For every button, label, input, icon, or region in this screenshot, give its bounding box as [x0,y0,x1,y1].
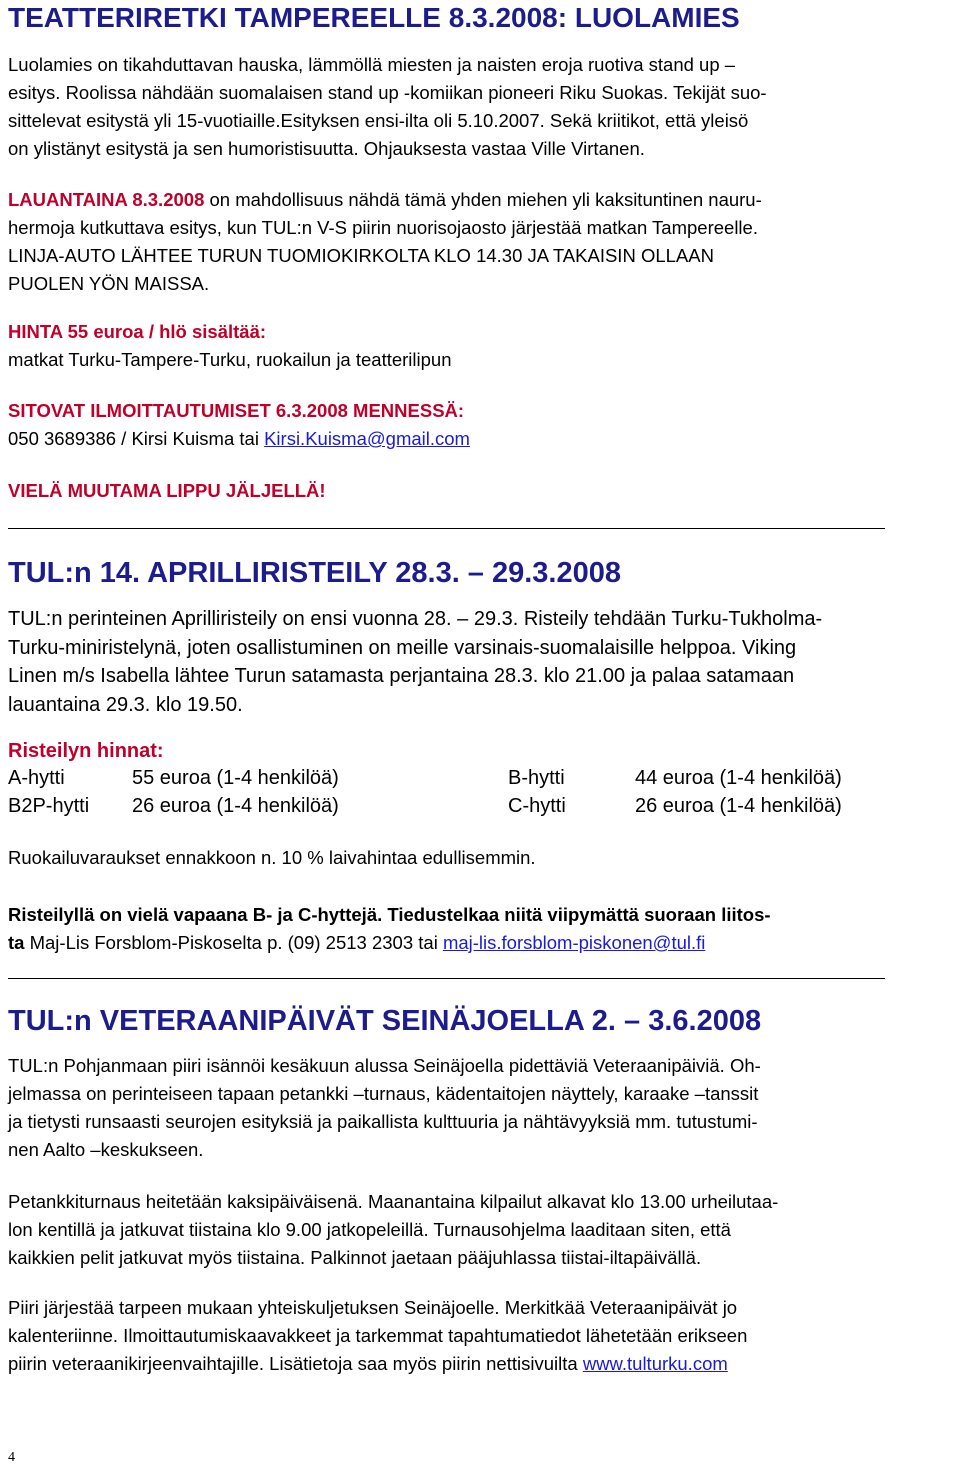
signup-label: SITOVAT ILMOITTAUTUMISET 6.3.2008 MENNESSÄ: [8,400,465,421]
cruise-body [8,605,822,719]
tickets-left: VIELÄ MUUTAMA LIPPU JÄLJELLÄ! [8,480,326,501]
page-number: 4 [8,1450,15,1465]
text-line: nen Aalto –keskukseen. [8,1139,204,1160]
veterans-para3 [8,1294,747,1378]
cabin-price: 44 euroa (1-4 henkilöä) [635,767,842,789]
free-cabins-email-link[interactable]: maj-lis.forsblom-piskonen@tul.fi [442,932,706,953]
signup-contact-text: 050 3689386 / Kirsi Kuisma tai [8,428,265,449]
price-includes: matkat Turku-Tampere-Turku, ruokailun ja teatterilipun [8,349,452,370]
saturday-date: LAUANTAINA 8.3.2008 [8,189,205,210]
free-cabins-line [8,929,771,957]
section-divider [8,528,885,529]
free-cabins-bold: ta [8,932,25,953]
cabin-name: C-hytti [508,795,566,817]
theatre-intro [8,51,767,163]
text-line: lon kentillä ja jatkuvat tiistaina klo 9.00 jatkopeleillä. Turnausohjelma laaditaan siten, että [8,1219,731,1240]
veterans-para2 [8,1188,778,1272]
cabin-price: 26 euroa (1-4 henkilöä) [635,795,842,817]
saturday-rest: on mahdollisuus nähdä tämä yhden miehen yli kaksituntinen nauru- [204,189,762,210]
cruise-prices-label: Risteilyn hinnat: [8,740,164,762]
text-line: on ylistänyt esitystä ja sen humoristisuutta. Ohjauksesta vastaa Ville Virtanen. [8,138,645,159]
free-cabins-line: Risteilyllä on vielä vapaana B- ja C-hyttejä. Tiedustelkaa niitä viipymättä suoraan liitos- [8,904,771,925]
text-line: jelmassa on perinteiseen tapaan petankki –turnaus, kädentaitojen näyttely, karaake –tanssit [8,1083,759,1104]
veterans-para1 [8,1052,761,1164]
text-line: Piiri järjestää tarpeen mukaan yhteiskuljetuksen Seinäjoelle. Merkitkää Veteraanipäivät jo [8,1297,738,1318]
text-line: TUL:n Pohjanmaan piiri isännöi kesäkuun alussa Seinäjoella pidettäviä Veteraanipäiviä. Oh- [8,1055,761,1076]
theatre-price [8,318,452,374]
signup-email-link[interactable]: Kirsi.Kuisma@gmail.com [264,428,470,449]
text-line [8,186,762,214]
free-cabins [8,901,771,957]
theatre-title: TEATTERIRETKI TAMPEREELLE 8.3.2008: LUOLAMIES [8,2,740,33]
text-line: esitys. Roolissa nähdään suomalaisen stand up -komiikan pioneeri Riku Suokas. Tekijät suo- [8,82,767,103]
text-line: hermoja kutkuttava esitys, kun TUL:n V-S piirin nuorisojaosto järjestää matkan Tampereelle. [8,217,758,238]
text-line: Linen m/s Isabella lähtee Turun satamasta perjantaina 28.3. klo 21.00 ja palaa satamaan [8,665,795,687]
signup-contact [8,425,470,453]
tulturku-link[interactable]: www.tulturku.com [582,1353,728,1374]
text-line: Luolamies on tikahduttavan hauska, lämmöllä miesten ja naisten eroja ruotiva stand up – [8,54,736,75]
price-label: HINTA 55 euroa / hlö sisältää: [8,321,267,342]
cruise-title: TUL:n 14. APRILLIRISTEILY 28.3. – 29.3.2008 [8,557,622,589]
text-line: kalenteriinne. Ilmoittautumiskaavakkeet ja tarkemmat tapahtumatiedot lähetetään erikseen [8,1325,748,1346]
cabin-name: A-hytti [8,767,65,789]
text-line: TUL:n perinteinen Aprilliristeily on ensi vuonna 28. – 29.3. Risteily tehdään Turku-Tukholma- [8,608,823,630]
meals-note: Ruokailuvaraukset ennakkoon n. 10 % laivahintaa edullisemmin. [8,847,536,868]
text-line: ja tietysti runsaasti seurojen esityksiä ja paikallista kulttuuria ja nähtävyyksiä mm. tutustumi- [8,1111,758,1132]
cabin-name: B-hytti [508,767,565,789]
text-line: Turku-miniristelynä, joten osallistuminen on meille varsinais-suomalaisille helppoa. Viking [8,636,797,659]
cabin-price: 26 euroa (1-4 henkilöä) [132,795,339,817]
veterans-title: TUL:n VETERAANIPÄIVÄT SEINÄJOELLA 2. – 3.6.2008 [8,1005,762,1037]
text-line: LINJA-AUTO LÄHTEE TURUN TUOMIOKIRKOLTA KLO 14.30 JA TAKAISIN OLLAAN [8,245,714,266]
text-line: lauantaina 29.3. klo 19.50. [8,693,243,716]
para3-text: piirin veteraanikirjeenvaihtajille. Lisätietoja saa myös piirin nettisivuilta [8,1353,583,1374]
text-line: kaikkien pelit jatkuvat myös tiistaina. Palkinnot jaetaan pääjuhlassa tiistai-iltapäivällä. [8,1247,702,1268]
theatre-saturday [8,186,762,298]
text-line: PUOLEN YÖN MAISSA. [8,273,210,294]
section-divider [8,978,885,979]
free-cabins-text: Maj-Lis Forsblom-Piskoselta p. (09) 2513 2303 tai [24,932,443,953]
text-line [8,1350,747,1378]
cabin-name: B2P-hytti [8,795,90,817]
cabin-price: 55 euroa (1-4 henkilöä) [132,767,339,789]
text-line: Petankkiturnaus heitetään kaksipäiväisenä. Maanantaina kilpailut alkavat klo 13.00 urheilutaa- [8,1191,779,1212]
text-line: sittelevat esitystä yli 15-vuotiaille.Esityksen ensi-ilta oli 5.10.2007. Sekä kriitikot, että yleisö [8,110,749,131]
theatre-signup [8,397,470,453]
